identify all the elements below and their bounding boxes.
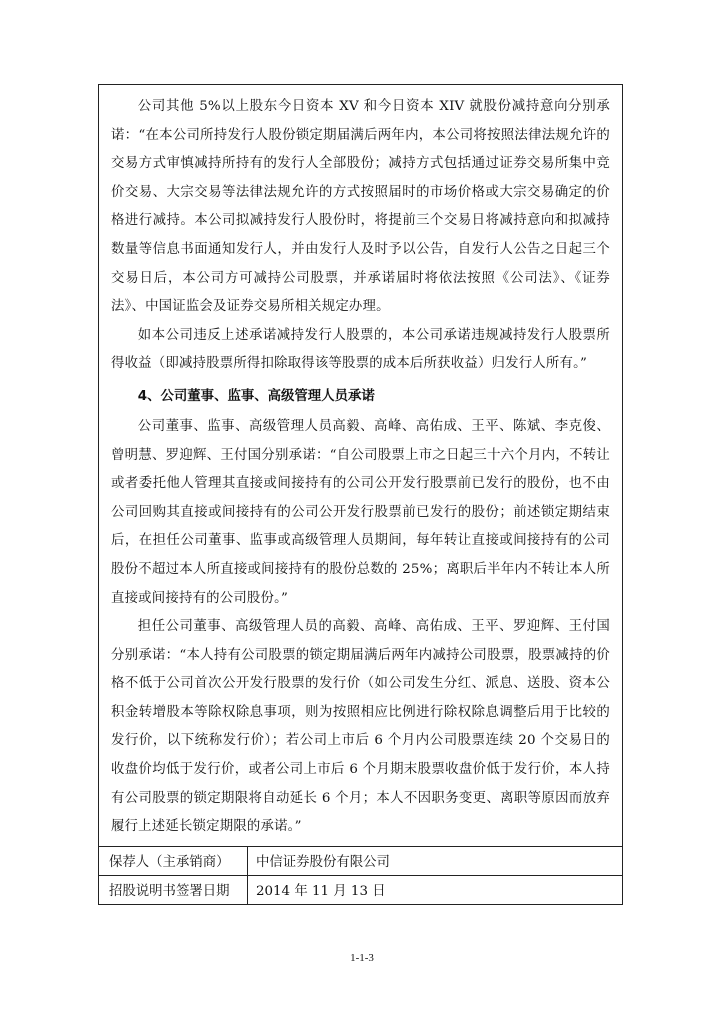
date-row [99,875,622,904]
date-label: 招股说明书签署日期 [99,876,248,904]
commitment-text-cell [99,85,622,846]
page-number: 1-1-3 [350,952,374,964]
sponsor-value: 中信证券股份有限公司 [256,855,390,871]
paragraph-violation-clause: 如本公司违反上述承诺减持发行人股票的，本公司承诺违规减持发行人股票所得收益（即减持股票所得扣除取得该等股票的成本后所获收益）归发行人所有。” [111,327,610,372]
paragraph-directors-commitment: 公司董事、监事、高级管理人员高毅、高峰、高佑成、王平、陈斌、李克俊、曾明慧、罗迎辉、王付国分别承诺：“自公司股票上市之日起三十六个月内，不转让或者委托他人管理其直接或间接持有的公司公开发行股票前已发行的股份，也不由公司回购其直接或间接持有的公司公开发行股票前已发行的股份；前述锁定期结束后，在担任公司董事、监事或高级管理人员期间，每年转让直接或间接持有的公司股份不超过本人所直接或间接持有的股份总数的 25%；离职后半年内不转让本人所直接或间接持有的公司股份。” [111,418,610,606]
document-table [98,84,623,905]
section-heading: 4、公司董事、监事、高级管理人员承诺 [137,388,375,404]
paragraph-lockup-extension: 担任公司董事、高级管理人员的高毅、高峰、高佑成、王平、罗迎辉、王付国分别承诺：“本人持有公司股票的锁定期届满后两年内减持公司股票，股票减持的价格不低于公司首次公开发行股票的发行价（如公司发生分红、派息、送股、资本公积金转增股本等除权除息事项，则为按照相应比例进行除权除息调整后用于比较的发行价，以下统称发行价）；若公司上市后 6 个月内公司股票连续 20 个交易日的收盘价均低于发行价，或者公司上市后 6 个月期末股票收盘价低于发行价，本人持有公司股票的锁定期限将自动延长 6 个月；本人不因职务变更、离职等原因而放弃履行上述延长锁定期限的承诺。” [111,619,610,835]
sponsor-label: 保荐人（主承销商） [99,847,248,875]
paragraph-shareholder-commitment: 公司其他 5%以上股东今日资本 XV 和今日资本 XIV 就股份减持意向分别承诺：“在本公司所持发行人股份锁定期届满后两年内，本公司将按照法律法规允许的交易方式审慎减持所持有的发行人全部股份；减持方式包括通过证券交易所集中竞价交易、大宗交易等法律法规允许的方式按照届时的市场价格或大宗交易确定的价格进行减持。本公司拟减持发行人股份时，将提前三个交易日将减持意向和拟减持数量等信息书面通知发行人，并由发行人及时予以公告，自发行人公告之日起三个交易日后，本公司方可减持公司股票，并承诺届时将依法按照《公司法》、《证券法》、中国证监会及证券交易所相关规定办理。 [111,99,610,315]
sponsor-row [99,846,622,875]
date-value: 2014 年 11 月 13 日 [256,884,386,900]
